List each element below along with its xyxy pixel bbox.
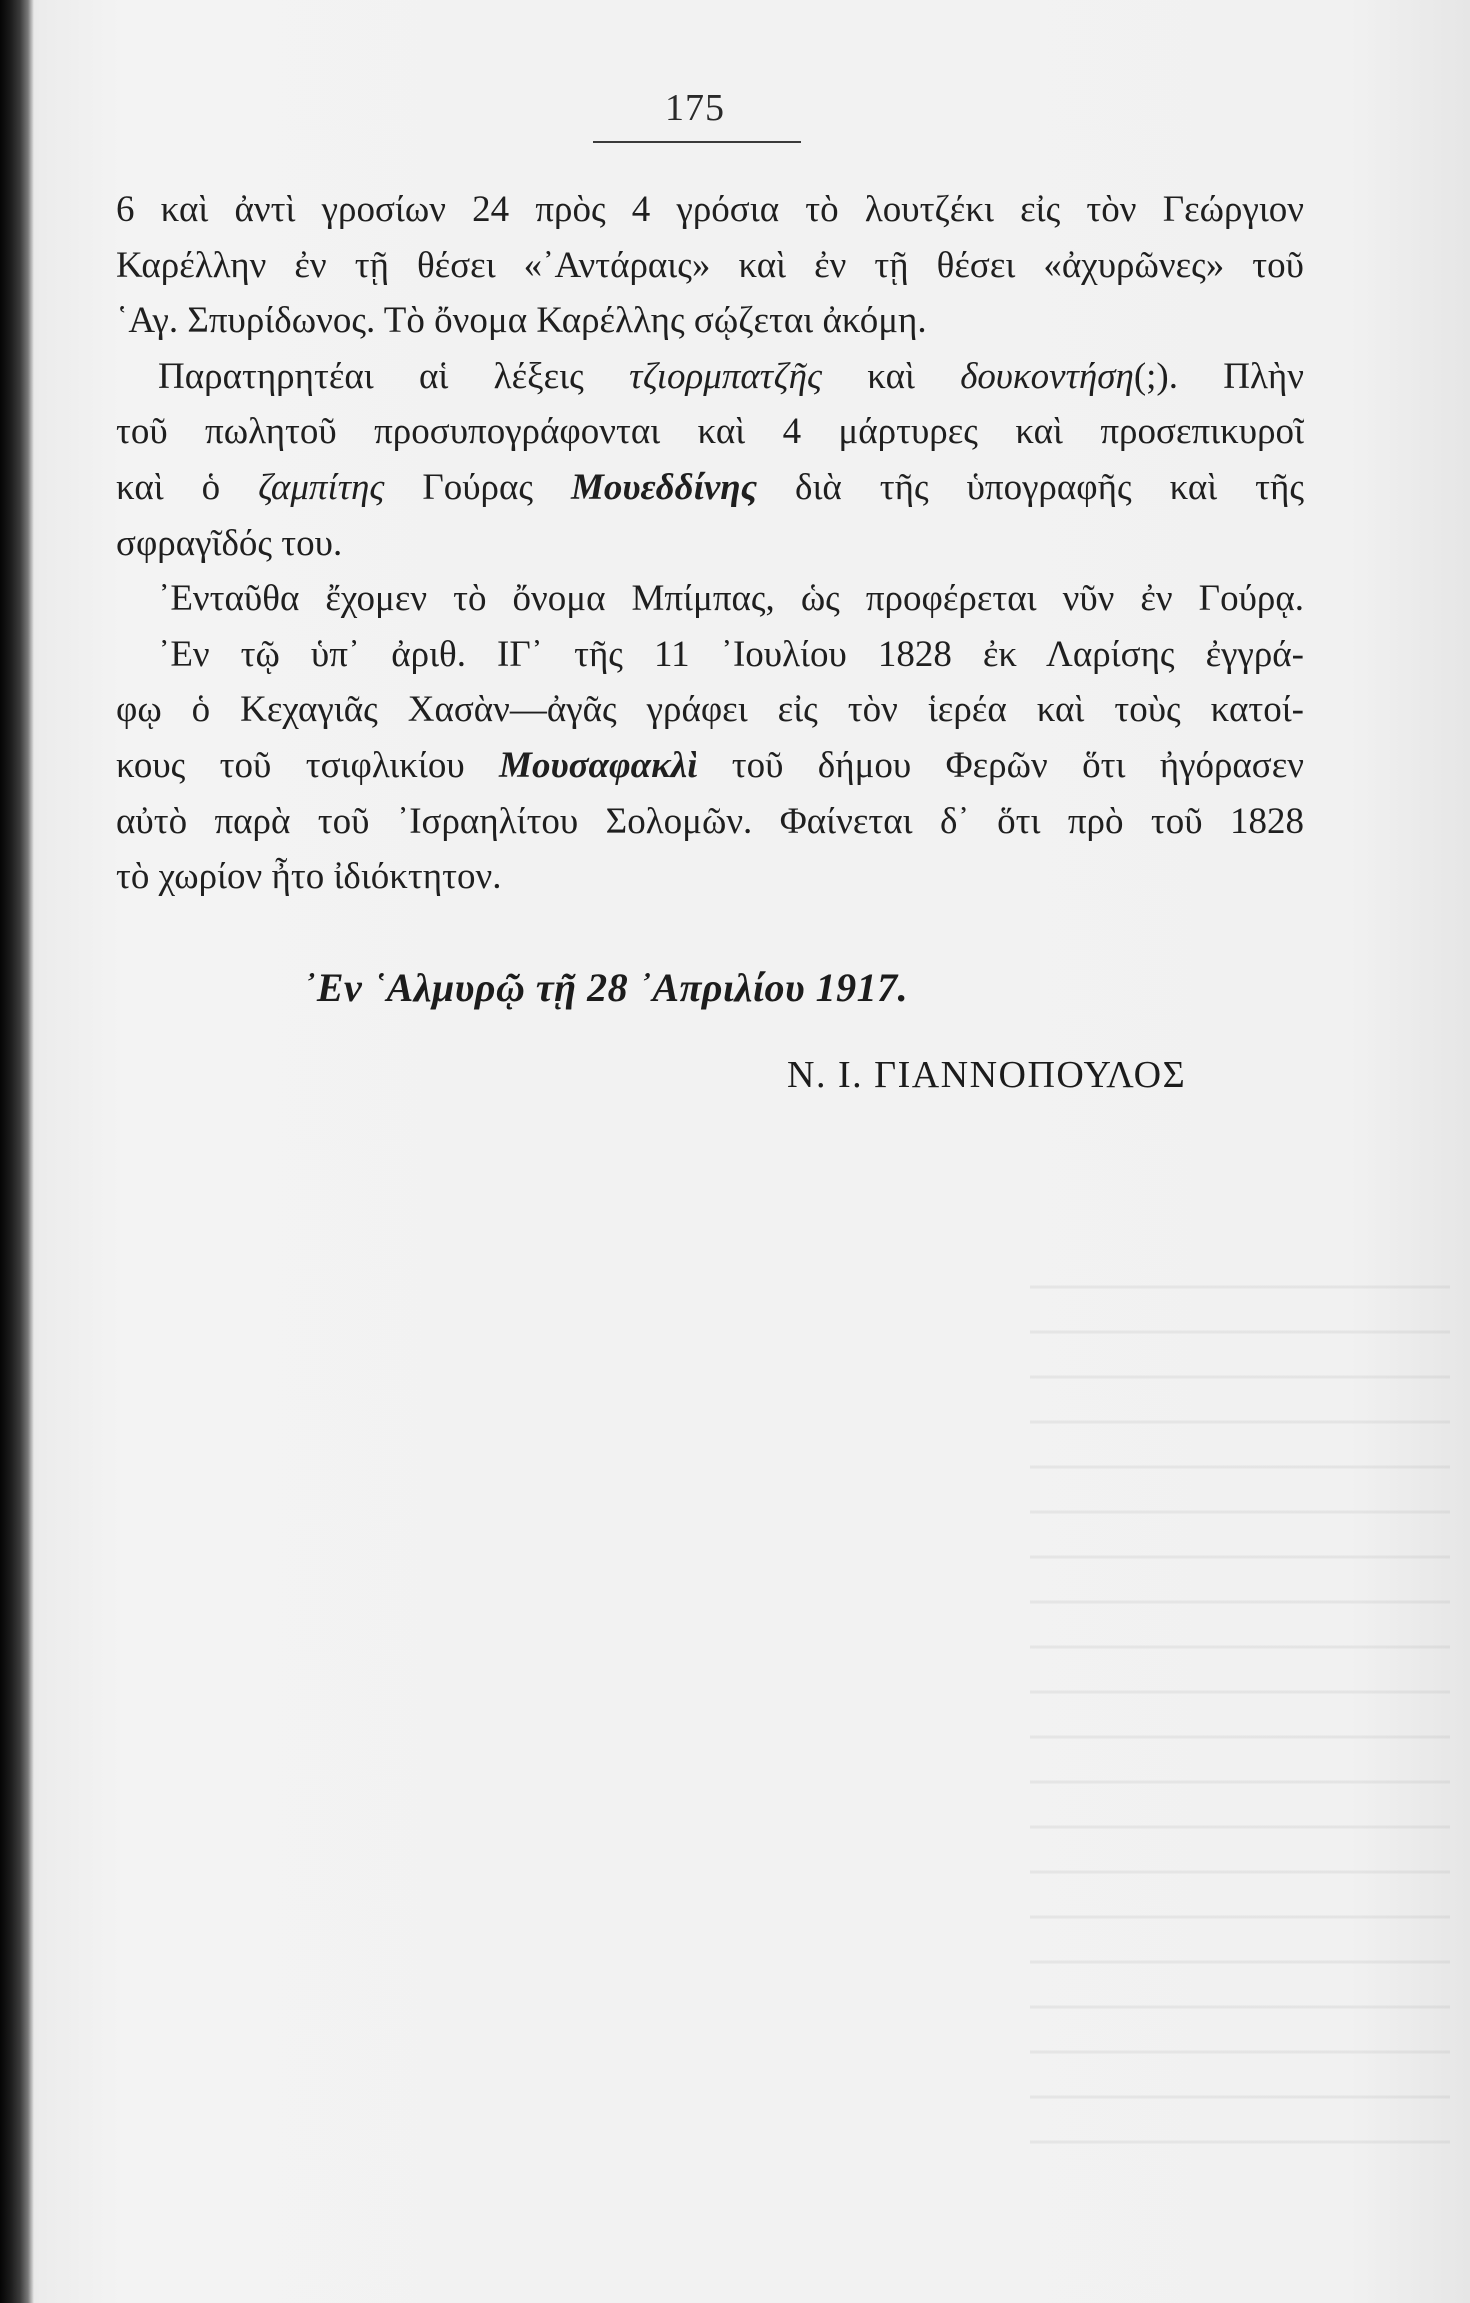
- text-span: διὰ τῆς ὑπογραφῆς καὶ τῆς: [795, 466, 1304, 508]
- text-line: ᾿Ενταῦθα ἔχομεν τὸ ὄνομα Μπίμπας, ὡς προφέρεται νῦν ἐν Γούρᾳ.: [158, 578, 1304, 620]
- text-line: [116, 460, 1304, 516]
- text-span: Γούρας: [422, 466, 534, 508]
- page-number: 175: [665, 87, 725, 129]
- italic-name: Μουεδδίνης: [570, 466, 758, 508]
- italic-term: δουκοντήση: [960, 355, 1134, 397]
- text-line: [116, 349, 1304, 405]
- text-line: σφραγῖδός του.: [116, 522, 343, 564]
- text-span: καὶ: [867, 355, 915, 397]
- text-span: Παρατηρητέαι αἱ λέξεις: [158, 355, 584, 397]
- text-line: τοῦ πωλητοῦ προσυπογράφονται καὶ 4 μάρτυρες καὶ προσεπικυροῖ: [116, 411, 1304, 453]
- text-span: τοῦ δήμου Φερῶν ὅτι ἠγόρασεν: [731, 744, 1304, 786]
- text-span: (;). Πλὴν: [1133, 355, 1304, 397]
- text-line: τὸ χωρίον ἦτο ἰδιόκτητον.: [116, 856, 502, 898]
- italic-term: τζιορμπατζῆς: [629, 355, 822, 397]
- text-line: ῾Αγ. Σπυρίδωνος. Τὸ ὄνομα Καρέλλης σῴζεται ἀκόμη.: [116, 300, 927, 342]
- book-binding-shadow: [0, 0, 34, 2303]
- text-span: καὶ ὁ: [116, 466, 221, 508]
- bleed-through-text: [1030, 1280, 1450, 2180]
- closing-date-line: ᾿Εν ῾Αλμυρῷ τῇ 28 ᾿Απριλίου 1917.: [303, 965, 909, 1010]
- italic-place-name: Μουσαφακλὶ: [499, 744, 698, 786]
- text-line: φῳ ὁ Κεχαγιᾶς Χασὰν—ἀγᾶς γράφει εἰς τὸν ἱερέα καὶ τοὺς κατοί-: [116, 689, 1304, 731]
- italic-term: ζαμπίτης: [258, 466, 385, 508]
- text-line: 6 καὶ ἀντὶ γροσίων 24 πρὸς 4 γρόσια τὸ λουτζέκι εἰς τὸν Γεώργιον: [116, 189, 1304, 230]
- body-text: [116, 182, 1304, 905]
- text-line: αὐτὸ παρὰ τοῦ ᾿Ισραηλίτου Σολομῶν. Φαίνεται δ᾿ ὅτι πρὸ τοῦ 1828: [116, 800, 1304, 842]
- page-number-rule: [593, 141, 801, 143]
- text-line: [116, 738, 1304, 794]
- text-span: κους τοῦ τσιφλικίου: [116, 744, 465, 786]
- text-line: ᾿Εν τῷ ὑπ᾿ ἀριθ. ΙΓ᾿ τῆς 11 ᾿Ιουλίου 1828 ἐκ Λαρίσης ἐγγρά-: [158, 633, 1304, 675]
- text-line: Καρέλλην ἐν τῇ θέσει «᾿Αντάραις» καὶ ἐν τῇ θέσει «ἀχυρῶνες» τοῦ: [116, 244, 1304, 286]
- author-signature: Ν. Ι. ΓΙΑΝΝΟΠΟΥΛΟΣ: [787, 1054, 1187, 1096]
